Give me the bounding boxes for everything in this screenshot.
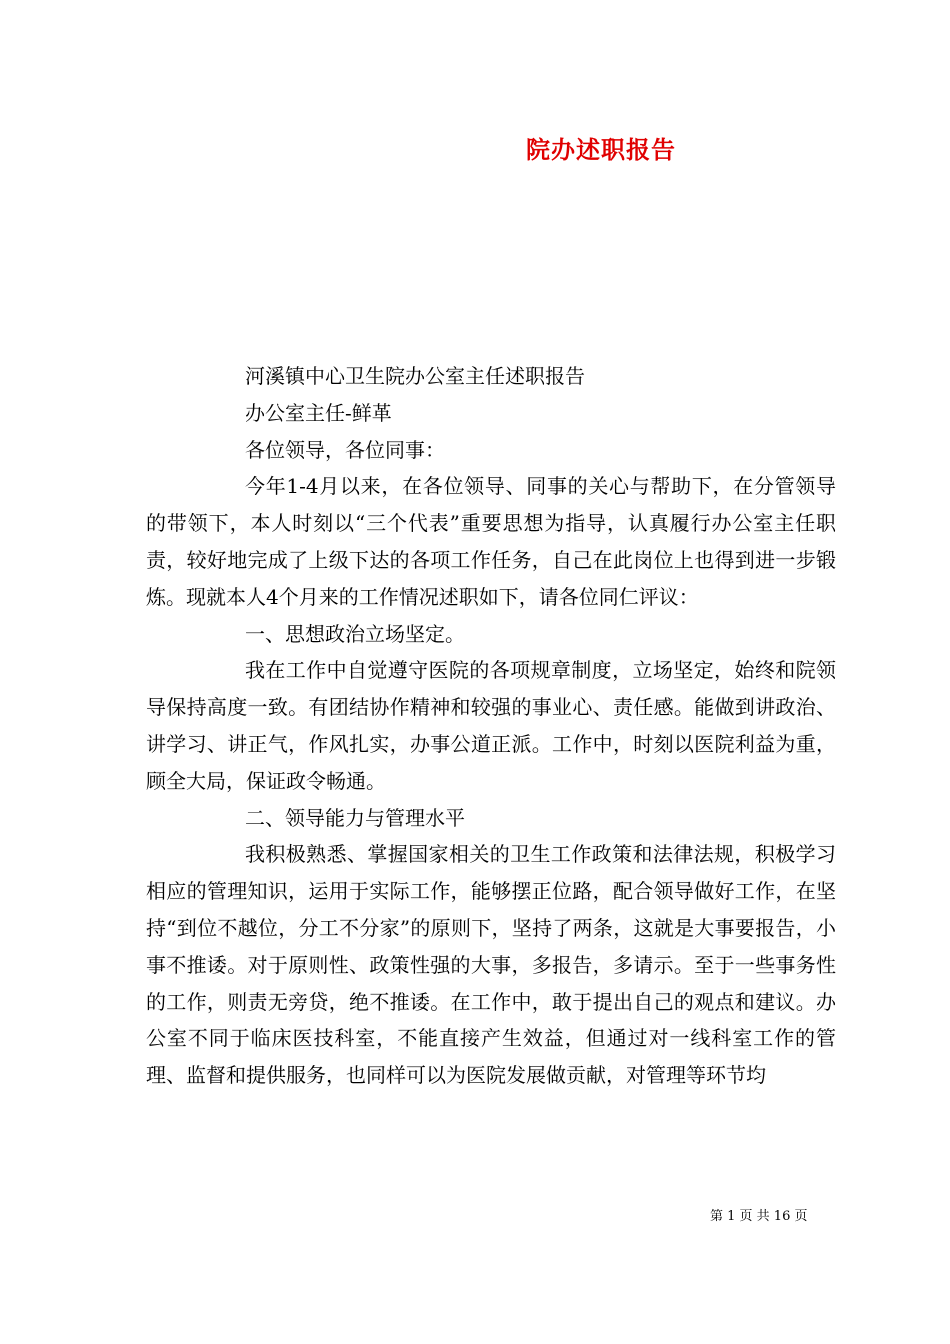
salutation: 各位领导，各位同事： bbox=[245, 437, 445, 462]
report-subtitle: 河溪镇中心卫生院办公室主任述职报告 bbox=[245, 364, 585, 388]
section-2-heading: 二、领导能力与管理水平 bbox=[245, 805, 465, 830]
section-1-paragraph: 我在工作中自觉遵守医院的各项规章制度，立场坚定，始终和院领导保持高度一致。有团结协作精神和较强的事业心、责任感。能做到讲政治、讲学习、讲正气，作风扎实，办事公道正派。工作中，时刻以医院利益为重，顾全大局，保证政令畅通。 bbox=[146, 658, 836, 793]
intro-paragraph: 今年1-4月以来，在各位领导、同事的关心与帮助下，在分管领导的带领下，本人时刻以“三个代表”重要思想为指导，认真履行办公室主任职责，较好地完成了上级下达的各项工作任务，自己在此岗位上也得到进一步锻炼。现就本人4个月来的工作情况述职如下，请各位同仁评议： bbox=[146, 474, 836, 609]
document-title: 院办述职报告 bbox=[526, 135, 676, 164]
document-body bbox=[146, 358, 836, 1094]
section-1-heading: 一、思想政治立场坚定。 bbox=[245, 621, 465, 646]
page-number-footer: 第 1 页 共 16 页 bbox=[710, 1209, 808, 1224]
author-line: 办公室主任-鲜革 bbox=[245, 400, 392, 425]
section-2-paragraph: 我积极熟悉、掌握国家相关的卫生工作政策和法律法规，积极学习相应的管理知识，运用于实际工作，能够摆正位路，配合领导做好工作，在坚持“到位不越位，分工不分家”的原则下，坚持了两条，这就是大事要报告，小事不推诿。对于原则性、政策性强的大事，多报告，多请示。至于一些事务性的工作，则责无旁贷，绝不推诿。在工作中，敢于提出自己的观点和建议。办公室不同于临床医技科室，不能直接产生效益，但通过对一线科室工作的管理、监督和提供服务，也同样可以为医院发展做贡献，对管理等环节均 bbox=[146, 842, 836, 1088]
